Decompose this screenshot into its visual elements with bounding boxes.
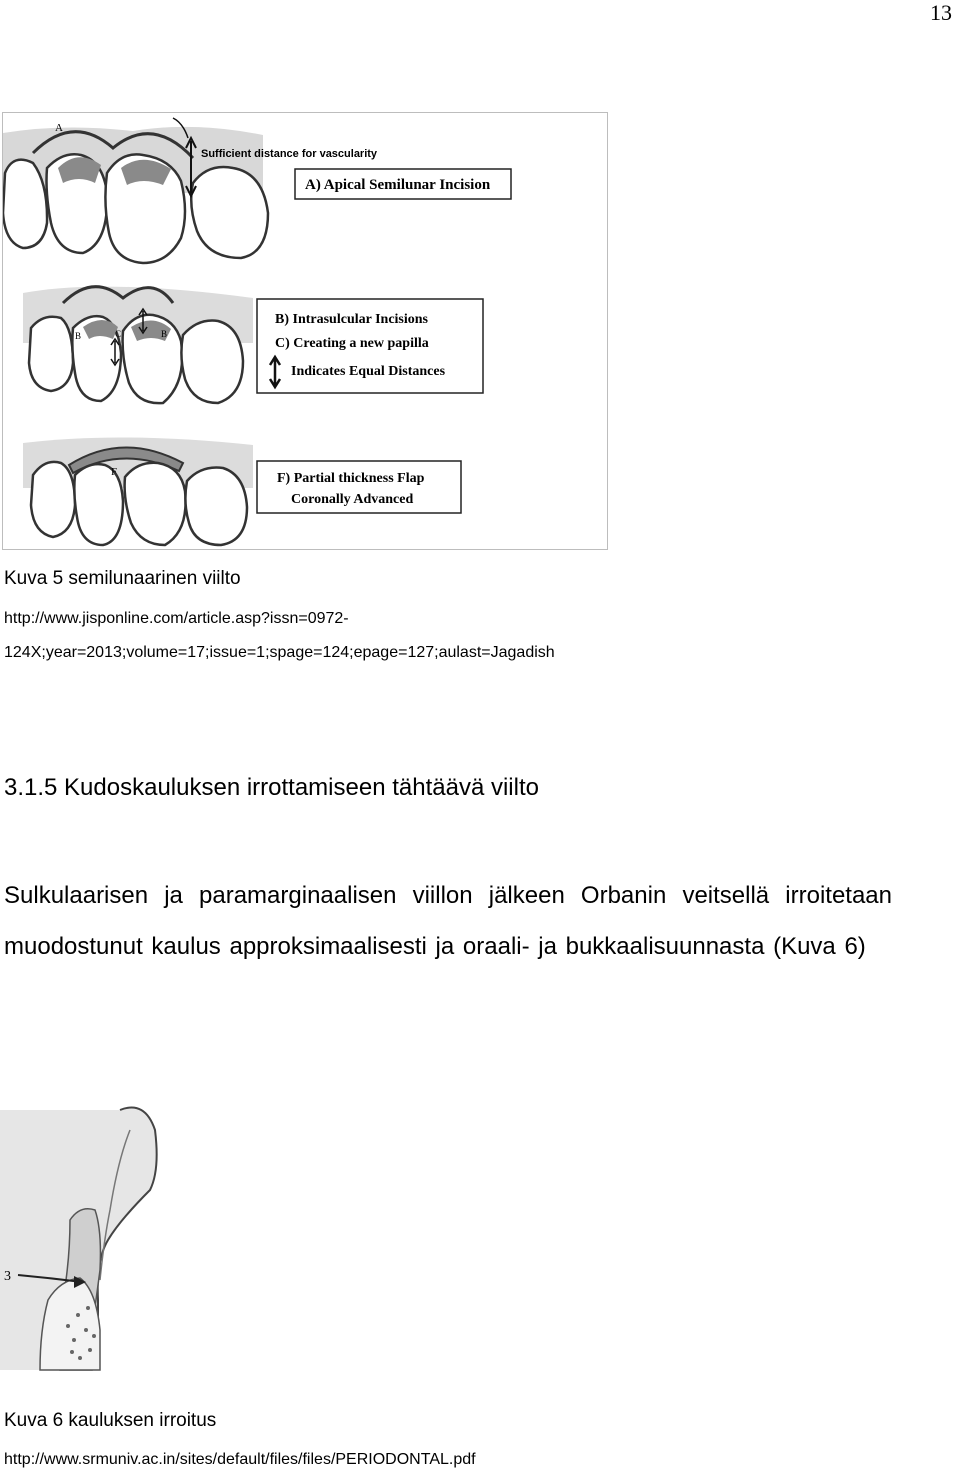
label-b1: B — [75, 331, 82, 341]
page-number: 13 — [930, 0, 952, 25]
label-f: F — [111, 466, 118, 478]
label-c: C — [115, 329, 122, 339]
figure-5-source-line1[interactable]: http://www.jisponline.com/article.asp?issn=0972- — [4, 610, 349, 627]
label-b2: B — [161, 329, 168, 339]
label-3: 3 — [4, 1269, 11, 1284]
box-b-line1: B) Intrasulcular Incisions — [275, 312, 428, 327]
box-b-line2: C) Creating a new papilla — [275, 336, 429, 351]
figure-6-source[interactable]: http://www.srmuniv.ac.in/sites/default/files/files/PERIODONTAL.pdf — [4, 1451, 476, 1468]
figure-6-caption: Kuva 6 kauluksen irroitus — [4, 1410, 217, 1431]
panel-b-illustration — [23, 287, 253, 404]
box-f-line2: Coronally Advanced — [291, 492, 414, 507]
note-sufficient-distance: Sufficient distance for vascularity — [201, 148, 378, 160]
section-heading: 3.1.5 Kudoskauluksen irrottamiseen tähtäävä viilto — [4, 774, 539, 801]
body-paragraph: Sulkulaarisen ja paramarginaalisen viillon jälkeen Orbanin veitsellä irroitetaan muodostunut kaulus approksimaalisesti ja oraali- ja bukkaalisuunnasta (Kuva 6) — [4, 882, 892, 960]
panel-a-illustration — [3, 118, 268, 263]
box-a-text: A) Apical Semilunar Incision — [305, 177, 491, 193]
box-b-line3: Indicates Equal Distances — [291, 364, 446, 379]
panel-f-illustration — [23, 437, 253, 545]
figure-5-caption: Kuva 5 semilunaarinen viilto — [4, 568, 241, 589]
figure-semilunar-incision — [2, 112, 608, 550]
figure-collar-removal — [0, 1100, 420, 1390]
figure-5-source-line2[interactable]: 124X;year=2013;volume=17;issue=1;spage=124;epage=127;aulast=Jagadish — [4, 644, 555, 661]
box-f-line1: F) Partial thickness Flap — [277, 471, 425, 486]
label-a: A — [55, 122, 63, 134]
